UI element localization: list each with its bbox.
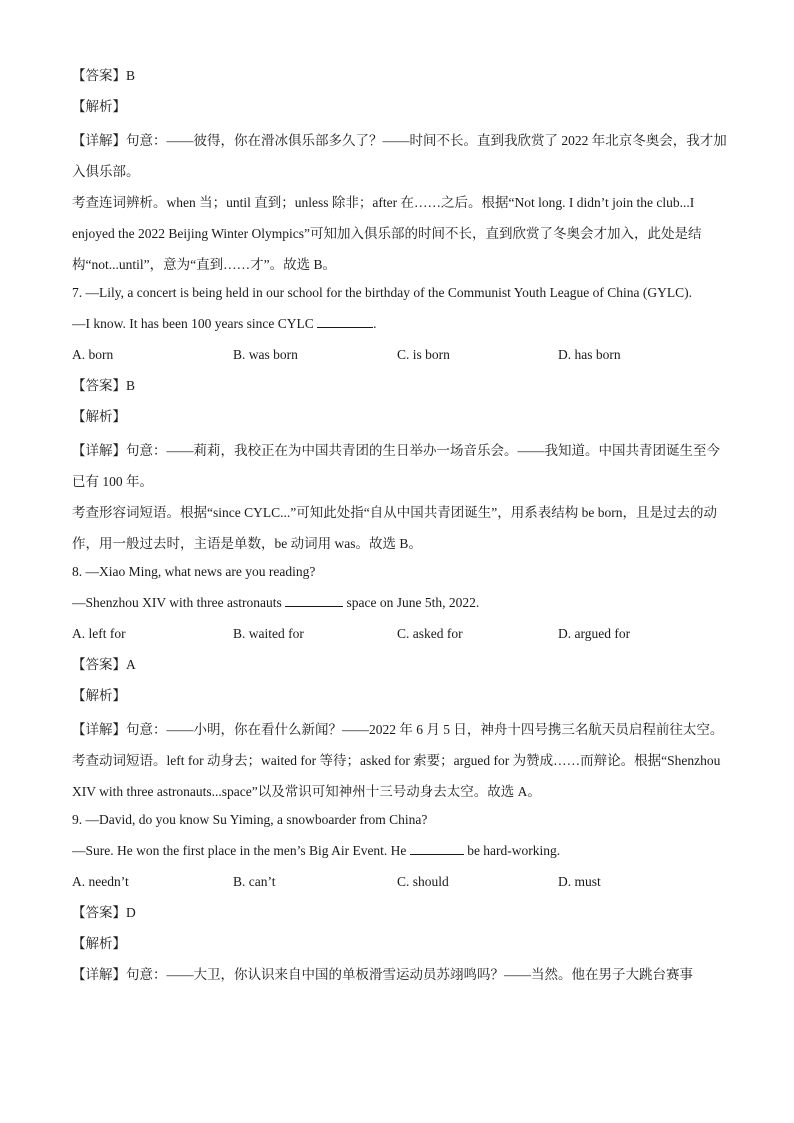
option-b: B. was born [233,347,298,362]
option-a: A. needn’t [72,874,129,889]
question-8-prefix: —Shenzhou XIV with three astronauts [72,595,282,610]
answer-label: 【答案】B [72,378,136,393]
option-a: A. born [72,347,114,362]
question-9-line-1: 9. —David, do you know Su Yiming, a snowboarder from China? [72,812,428,827]
question-8-line-2 [72,590,732,621]
document-content [72,63,732,993]
question-7-options [72,342,732,373]
analysis-label: 【解析】 [72,936,126,951]
question-7-line-1: 7. —Lily, a concert is being held in our school for the birthday of the Communist Youth League of China (GYLC). [72,285,693,300]
option-c: C. asked for [397,626,463,641]
explain-paragraph: 考查动词短语。left for 动身去；waited for 等待；asked for 索要；argued for 为赞成……而辩论。根据“Shenzhou XIV with three astronauts...space”以及常识可知神州十三号动身去太空。故选 A。 [72,753,721,799]
detail-paragraph: 【详解】句意：——彼得，你在滑冰俱乐部多久了？——时间不长。直到我欣赏了 2022 年北京冬奥会，我才加入俱乐部。 [72,133,727,179]
detail-paragraph: 【详解】句意：——小明，你在看什么新闻？——2022 年 6 月 5 日，神舟十四号携三名航天员启程前往太空。 [72,722,724,737]
explain-paragraph: 考查形容词短语。根据“since CYLC...”可知此处指“自从中国共青团诞生”，用系表结构 be born，且是过去的动作，用一般过去时，主语是单数，be 动词用 was。故选 B。 [72,505,717,551]
question-8-suffix: space on June 5th, 2022. [346,595,480,610]
question-9-options [72,869,732,900]
analysis-label: 【解析】 [72,99,126,114]
option-c: C. is born [397,347,450,362]
question-7-suffix: . [373,316,377,331]
question-7-line-2 [72,311,732,342]
option-d: D. argued for [558,626,631,641]
question-8-line-1: 8. —Xiao Ming, what news are you reading? [72,564,316,579]
answer-blank [317,312,373,328]
answer-blank [285,591,343,607]
analysis-label: 【解析】 [72,409,126,424]
detail-paragraph: 【详解】句意：——莉莉，我校正在为中国共青团的生日举办一场音乐会。——我知道。中国共青团诞生至今已有 100 年。 [72,443,720,489]
option-c: C. should [397,874,449,889]
answer-blank [410,839,464,855]
answer-label: 【答案】D [72,905,136,920]
option-d: D. has born [558,347,621,362]
option-d: D. must [558,874,601,889]
option-b: B. waited for [233,626,304,641]
answer-label: 【答案】B [72,68,136,83]
explain-paragraph: 考查连词辨析。when 当；until 直到；unless 除非；after 在……之后。根据“Not long. I didn’t join the club...I enjoyed the 2022 Beijing Winter Olympics”可知加入俱乐部的时间不长，直到欣赏了冬奥会才加入，此处是结构“not...until”，意为“直到……才”。故选 B。 [72,195,702,272]
question-8-options [72,621,732,652]
analysis-label: 【解析】 [72,688,126,703]
question-9-line-2 [72,838,732,869]
question-9-prefix: —Sure. He won the first place in the men’s Big Air Event. He [72,843,407,858]
question-7-prefix: —I know. It has been 100 years since CYLC [72,316,314,331]
option-a: A. left for [72,626,126,641]
detail-paragraph: 【详解】句意：——大卫，你认识来自中国的单板滑雪运动员苏翊鸣吗？——当然。他在男子大跳台赛事 [72,967,693,982]
question-9-suffix: be hard-working. [467,843,561,858]
answer-label: 【答案】A [72,657,136,672]
option-b: B. can’t [233,874,276,889]
